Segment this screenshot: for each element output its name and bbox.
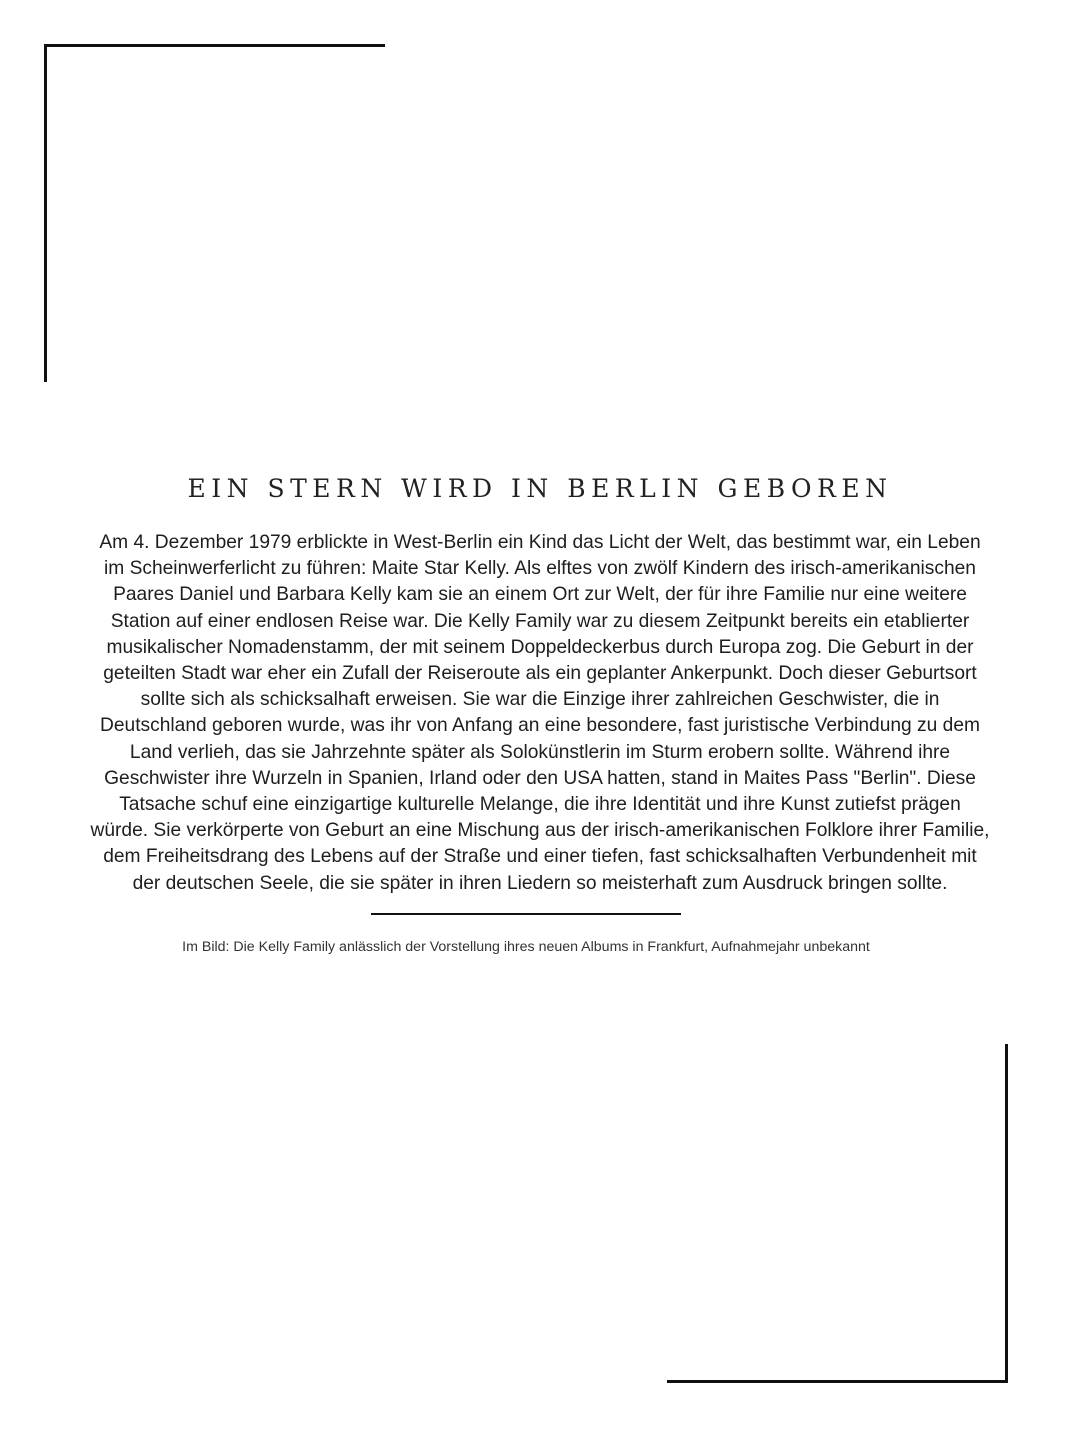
article-body xyxy=(60,530,1020,897)
section-divider xyxy=(371,913,681,915)
body-line: musikalischer Nomadenstamm, der mit seinem Doppeldeckerbus durch Europa zog. Die Geburt in der xyxy=(106,636,974,658)
corner-frame-top-left-vertical xyxy=(44,44,47,382)
body-line: Tatsache schuf eine einzigartige kulturelle Melange, die ihre Identität und ihre Kunst zutiefst prägen xyxy=(119,794,961,816)
body-line: Geschwister ihre Wurzeln in Spanien, Irland oder den USA hatten, stand in Maites Pass "Berlin". Diese xyxy=(104,767,976,789)
body-line: im Scheinwerferlicht zu führen: Maite Star Kelly. Als elftes von zwölf Kindern des irisch-amerikanischen xyxy=(104,558,976,580)
body-line: sollte sich als schicksalhaft erweisen. Sie war die Einzige ihrer zahlreichen Geschwister, die in xyxy=(140,689,940,711)
body-line: Land verlieh, das sie Jahrzehnte später als Solokünstlerin im Sturm erobern sollte. Während ihre xyxy=(129,741,951,763)
image-caption: Im Bild: Die Kelly Family anlässlich der Vorstellung ihres neuen Albums in Frankfurt, Aufnahmejahr unbekannt xyxy=(182,939,870,955)
body-line: dem Freiheitsdrang des Lebens auf der Straße und einer tiefen, fast schicksalhaften Verbundenheit mit xyxy=(103,846,977,868)
corner-frame-bottom-right-vertical xyxy=(1005,1044,1008,1383)
body-line: Deutschland geboren wurde, was ihr von Anfang an eine besondere, fast juristische Verbindung zu dem xyxy=(100,715,980,737)
body-line: würde. Sie verkörperte von Geburt an eine Mischung aus der irisch-amerikanischen Folklore ihrer Familie, xyxy=(90,820,990,842)
body-line: Am 4. Dezember 1979 erblickte in West-Berlin ein Kind das Licht der Welt, das bestimmt war, ein Leben xyxy=(99,532,981,553)
body-line: Paares Daniel und Barbara Kelly kam sie an einem Ort zur Welt, der für ihre Familie nur eine weitere xyxy=(113,584,967,606)
corner-frame-bottom-right-horizontal xyxy=(667,1380,1008,1383)
article-title: EIN STERN WIRD IN BERLIN GEBOREN xyxy=(187,474,893,503)
corner-frame-top-left-horizontal xyxy=(44,44,385,47)
body-line: der deutschen Seele, die sie später in ihren Liedern so meisterhaft zum Ausdruck bringen sollte. xyxy=(132,872,948,894)
body-line: geteilten Stadt war eher ein Zufall der Reiseroute als ein geplanter Ankerpunkt. Doch dieser Geburtsort xyxy=(103,663,977,685)
body-line: Station auf einer endlosen Reise war. Die Kelly Family war zu diesem Zeitpunkt bereits ein etablierter xyxy=(110,610,970,632)
